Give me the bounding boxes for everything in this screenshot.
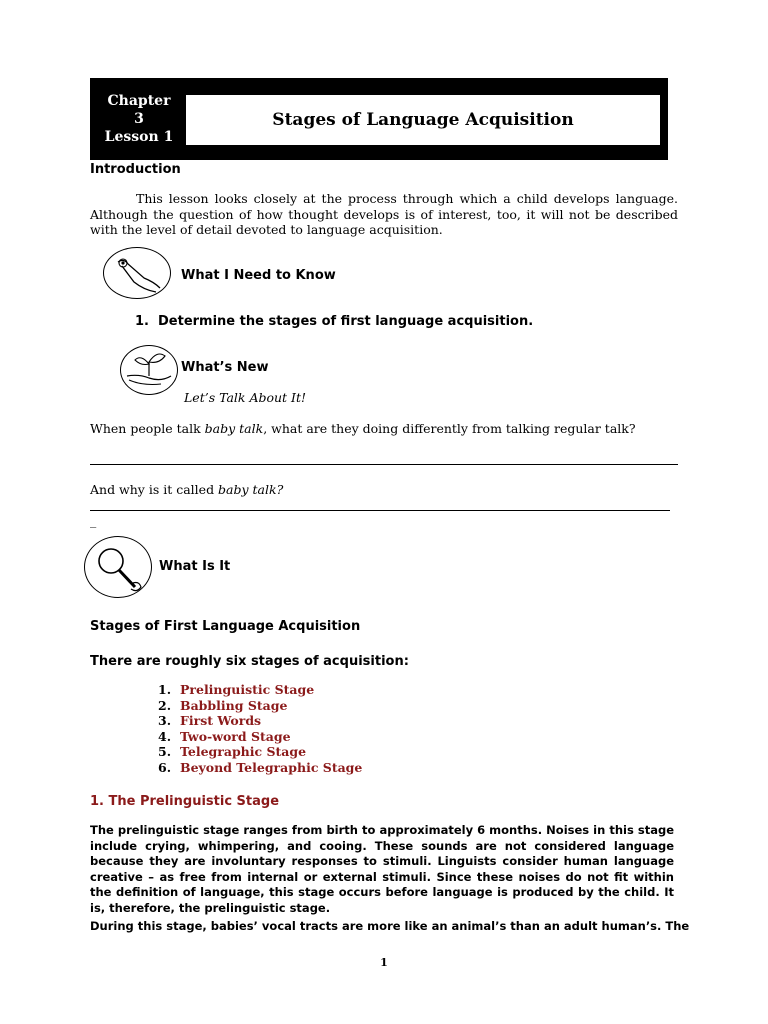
question-one-part: When people talk (90, 421, 205, 436)
list-item-label: Telegraphic Stage (180, 744, 307, 759)
list-item-number: 6. (158, 759, 172, 775)
stages-list (158, 682, 362, 775)
need-item-number: 1. (135, 314, 149, 329)
list-item-number: 1. (158, 682, 172, 697)
lesson-text: Lesson 1 (104, 129, 174, 145)
answer-line-dash: _ (90, 513, 97, 528)
list-item (158, 682, 362, 698)
list-item (158, 744, 362, 760)
list-item (158, 713, 362, 729)
list-item-number: 5. (158, 744, 172, 759)
seedling-hand-icon (120, 345, 178, 395)
need-item-text: Determine the stages of first language acquisition. (158, 314, 534, 329)
chapter-text: Chapter (107, 93, 171, 109)
magnifying-glass-icon (84, 536, 152, 598)
what-is-it-heading: What Is It (159, 559, 231, 574)
prelinguistic-heading: 1. The Prelinguistic Stage (90, 794, 280, 809)
stages-heading: Stages of First Language Acquisition (90, 619, 361, 634)
list-item-number: 4. (158, 728, 172, 744)
intro-heading: Introduction (90, 162, 181, 177)
list-item-number: 3. (158, 713, 172, 728)
need-to-know-heading: What I Need to Know (181, 268, 336, 283)
question-two (90, 482, 283, 497)
answer-line-one[interactable] (90, 464, 678, 465)
list-item-label: Two-word Stage (180, 728, 291, 744)
question-two-part: And why is it called (90, 482, 219, 497)
list-item (158, 729, 362, 745)
list-item (158, 760, 362, 776)
list-item-label: Beyond Telegraphic Stage (180, 759, 363, 775)
whats-new-subheading: Let’s Talk About It! (184, 390, 307, 405)
question-one-part: , what are they doing differently from talking regular talk? (263, 421, 636, 436)
stages-intro: There are roughly six stages of acquisition: (90, 654, 409, 669)
list-item-label: First Words (180, 713, 262, 728)
list-item-label: Babbling Stage (180, 697, 288, 713)
intro-paragraph: This lesson looks closely at the process through which a child develops language. Although the question of how thought develops is of interest, too, it will not be described with the level of detail devoted to language acquisition. (90, 191, 678, 237)
list-item-number: 2. (158, 697, 172, 713)
list-item-label: Prelinguistic Stage (180, 682, 315, 697)
question-two-emphasis: baby talk? (218, 482, 284, 497)
title-box (186, 95, 660, 145)
page-number: 1 (380, 956, 388, 969)
list-item (158, 698, 362, 714)
question-one-emphasis: baby talk (204, 421, 264, 436)
prelinguistic-paragraph: The prelinguistic stage ranges from birth to approximately 6 months. Noises in this stage include crying, whimpering, and cooing. These sounds are not considered language because they are involuntary responses to stimuli. Linguists consider human language creative – as free from internal or external stimuli. Since these noises do not fit within the definition of language, this stage occurs before language is produced by the child. It is, therefore, the prelinguistic stage. (90, 823, 674, 915)
page-title: Stages of Language Acquisition (272, 110, 574, 130)
pointing-hand-icon (103, 247, 171, 299)
prelinguistic-paragraph-two: During this stage, babies’ vocal tracts are more like an animal’s than an adult human’s. The (90, 919, 690, 933)
chapter-number: 3 (134, 111, 144, 127)
whats-new-heading: What’s New (181, 360, 269, 375)
chapter-lesson-label (95, 92, 183, 146)
question-one (90, 421, 636, 436)
answer-line-two[interactable] (90, 510, 670, 511)
